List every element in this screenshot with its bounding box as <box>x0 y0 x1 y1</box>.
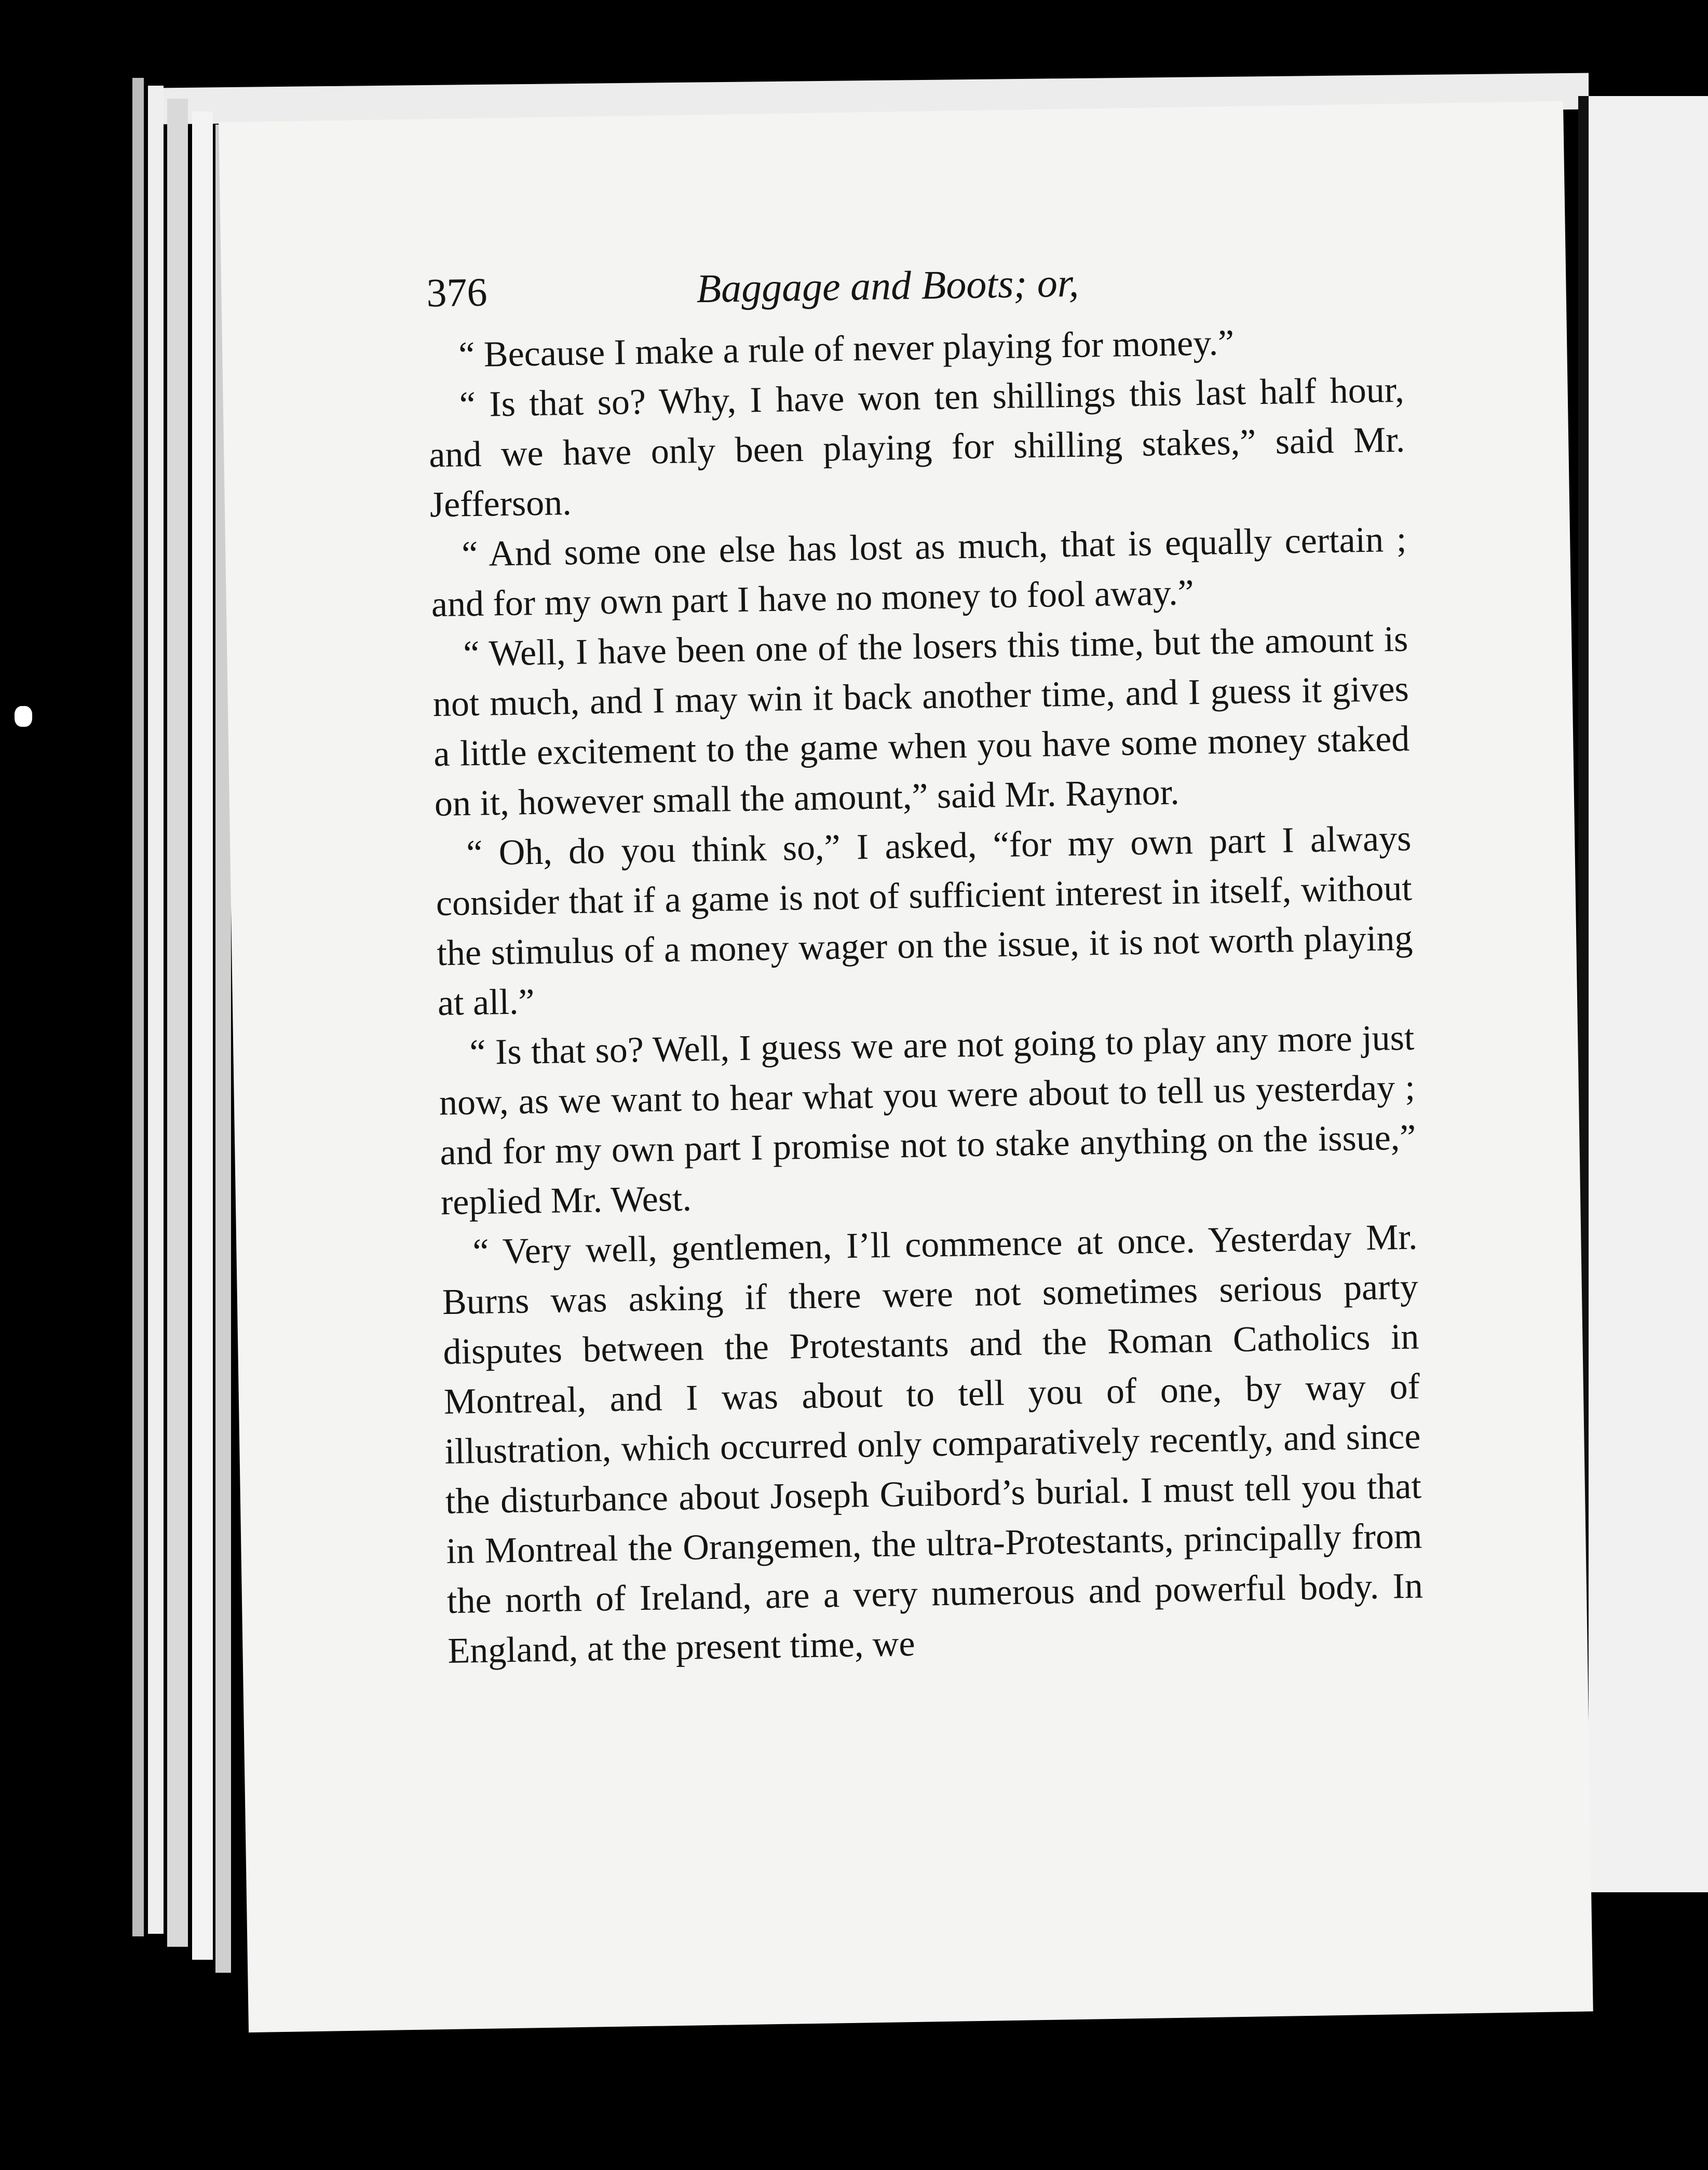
book-page <box>219 101 1593 2032</box>
page-edge-strip <box>132 78 144 1936</box>
page-edge-strip <box>148 86 164 1934</box>
paragraph: “ Is that so? Why, I have won ten shillings this last half hour, and we have only been playing for shilling stakes,” said Mr. Jefferson. <box>428 370 1405 525</box>
body-text <box>427 316 1424 1676</box>
scan-artifact <box>15 706 32 727</box>
page-edge-strip <box>167 99 188 1947</box>
paragraph: “ Is that so? Well, I guess we are not going to play any more just now, as we want to hear what you were about to tell us yesterday ; and for my own part I promise not to stake anything on the issue,” replied Mr. West. <box>439 1018 1416 1223</box>
paragraph: “ Because I make a rule of never playing for money.” <box>458 322 1235 375</box>
paragraph: “ Oh, do you think so,” I asked, “for my own part I always consider that if a game is not of sufficient interest in itself, without the stimulus of a money wager on the issue, it is not worth playing at all.” <box>436 818 1413 1024</box>
running-title: Baggage and Boots; or, <box>696 260 1079 311</box>
facing-page-edge <box>1589 96 1708 1892</box>
paragraph: “ Well, I have been one of the losers this time, but the amount is not much, and I may win it back another time, and I guess it gives a little excitement to the game when you have some money staked on it, however small the amount,” said Mr. Raynor. <box>432 619 1410 824</box>
page-content <box>426 254 1424 1676</box>
paragraph: “ Very well, gentlemen, I’ll commence at once. Yesterday Mr. Burns was asking if there were not sometimes serious party disputes between the Protestants and the Roman Catholics in Montreal, and I was about to tell you of one, by way of illustration, which occurred only comparatively recently, and since the disturbance about Joseph Guibord’s burial. I must tell you that in Montreal the Orangemen, the ultra-Protestants, principally from the north of Ireland, are a very numerous and powerful body. In England, at the present time, we <box>442 1217 1424 1671</box>
paragraph: “ And some one else has lost as much, that is equally certain ; and for my own part I have no money to fool away.” <box>431 519 1407 625</box>
running-head <box>426 254 1403 317</box>
page-number: 376 <box>426 269 488 316</box>
page-edge-strip <box>192 112 213 1960</box>
